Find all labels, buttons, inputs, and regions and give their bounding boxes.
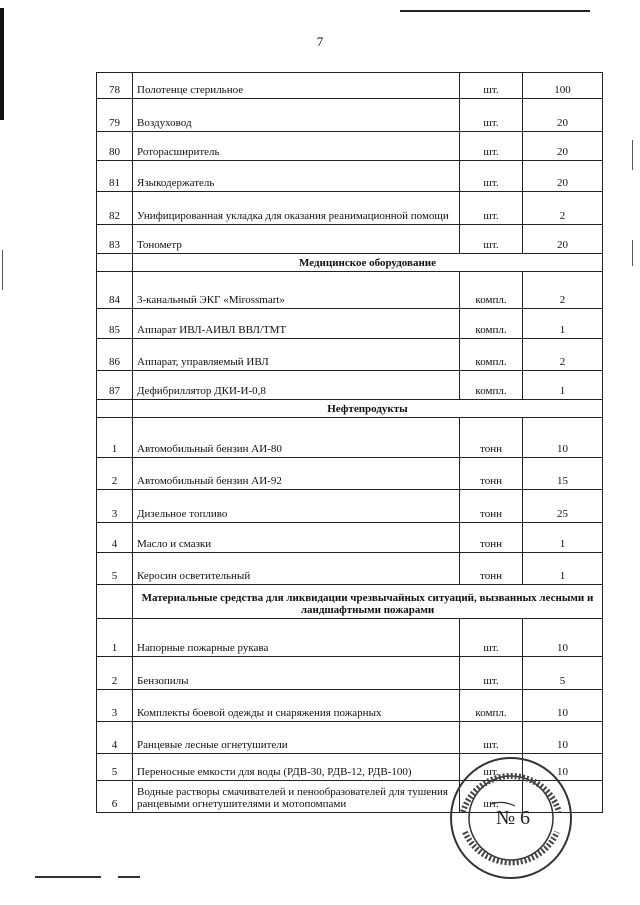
item-name: Напорные пожарные рукава	[133, 619, 460, 657]
table-row	[97, 619, 603, 657]
row-number: 87	[97, 371, 133, 400]
item-quantity: 1	[523, 553, 603, 585]
item-name: Дефибриллятор ДКИ-И-0,8	[133, 371, 460, 400]
item-name: Ранцевые лесные огнетушители	[133, 722, 460, 754]
table-row	[97, 690, 603, 722]
item-unit: шт.	[460, 619, 523, 657]
item-quantity: 20	[523, 99, 603, 132]
item-name: Керосин осветительный	[133, 553, 460, 585]
item-unit: компл.	[460, 690, 523, 722]
scan-edge-mark	[2, 250, 3, 290]
item-quantity: 20	[523, 225, 603, 254]
item-name: Тонометр	[133, 225, 460, 254]
table-row	[97, 73, 603, 99]
section-title: Медицинское оборудование	[133, 254, 603, 272]
item-unit: тонн	[460, 523, 523, 553]
row-number: 2	[97, 657, 133, 690]
item-quantity: 1	[523, 309, 603, 339]
row-number: 81	[97, 161, 133, 192]
section-blank-cell	[97, 254, 133, 272]
item-name: Унифицированная укладка для оказания реанимационной помощи	[133, 192, 460, 225]
row-number: 4	[97, 523, 133, 553]
table-row	[97, 161, 603, 192]
table-row	[97, 523, 603, 553]
table-row	[97, 99, 603, 132]
table-row	[97, 132, 603, 161]
item-unit: шт.	[460, 722, 523, 754]
item-unit: компл.	[460, 272, 523, 309]
section-title: Материальные средства для ликвидации чрезвычайных ситуаций, вызванных лесными и ландшафтными пожарами	[133, 585, 603, 619]
item-quantity: 10	[523, 722, 603, 754]
table-row	[97, 339, 603, 371]
item-unit: шт.	[460, 161, 523, 192]
section-blank-cell	[97, 400, 133, 418]
item-quantity: 20	[523, 161, 603, 192]
item-unit: шт.	[460, 73, 523, 99]
inventory-table	[96, 72, 603, 813]
item-quantity: 15	[523, 458, 603, 490]
item-name: Масло и смазки	[133, 523, 460, 553]
item-name: Воздуховод	[133, 99, 460, 132]
table-row	[97, 192, 603, 225]
row-number: 82	[97, 192, 133, 225]
seal-number: № 6	[495, 807, 531, 829]
item-quantity: 5	[523, 657, 603, 690]
item-quantity: 1	[523, 371, 603, 400]
item-unit: шт.	[460, 192, 523, 225]
item-unit: шт.	[460, 132, 523, 161]
item-name: Бензопилы	[133, 657, 460, 690]
item-quantity: 10	[523, 754, 603, 781]
footer-rule	[35, 876, 101, 878]
item-name: Полотенце стерильное	[133, 73, 460, 99]
row-number: 6	[97, 781, 133, 813]
row-number: 5	[97, 553, 133, 585]
item-quantity: 10	[523, 418, 603, 458]
section-blank-cell	[97, 585, 133, 619]
table-row	[97, 553, 603, 585]
item-unit: тонн	[460, 490, 523, 523]
item-name: Аппарат, управляемый ИВЛ	[133, 339, 460, 371]
scan-edge-mark	[632, 140, 633, 170]
item-unit: шт.	[460, 225, 523, 254]
row-number: 1	[97, 418, 133, 458]
item-name: Водные растворы смачивателей и пенообразователей для тушения ранцевыми огнетушителями и мотопомпами	[133, 781, 460, 813]
item-unit: тонн	[460, 553, 523, 585]
table-row	[97, 458, 603, 490]
footer-rule	[118, 876, 140, 878]
item-name: Автомобильный бензин АИ-92	[133, 458, 460, 490]
row-number: 85	[97, 309, 133, 339]
item-name: Языкодержатель	[133, 161, 460, 192]
item-unit: компл.	[460, 309, 523, 339]
row-number: 84	[97, 272, 133, 309]
item-unit: компл.	[460, 371, 523, 400]
item-quantity: 2	[523, 272, 603, 309]
table-row	[97, 657, 603, 690]
row-number: 3	[97, 490, 133, 523]
page-number: 7	[316, 34, 324, 49]
item-quantity: 2	[523, 192, 603, 225]
table-row	[97, 309, 603, 339]
item-name: Аппарат ИВЛ-АИВЛ ВВЛ/ТМТ	[133, 309, 460, 339]
item-quantity: 20	[523, 132, 603, 161]
item-name: Дизельное топливо	[133, 490, 460, 523]
table-row	[97, 225, 603, 254]
item-quantity: 10	[523, 619, 603, 657]
item-unit: шт.	[460, 657, 523, 690]
official-seal	[443, 754, 583, 882]
item-name: Автомобильный бензин АИ-80	[133, 418, 460, 458]
table-row	[97, 371, 603, 400]
item-unit: тонн	[460, 458, 523, 490]
item-name: Переносные емкости для воды (РДВ-30, РДВ-12, РДВ-100)	[133, 754, 460, 781]
table-row	[97, 272, 603, 309]
item-name: Комплекты боевой одежды и снаряжения пожарных	[133, 690, 460, 722]
item-name: 3-канальный ЭКГ «Mirossmart»	[133, 272, 460, 309]
table-row	[97, 490, 603, 523]
section-row	[97, 254, 603, 272]
scan-edge-mark	[632, 240, 633, 266]
section-row	[97, 400, 603, 418]
item-quantity: 2	[523, 339, 603, 371]
item-quantity: 1	[523, 523, 603, 553]
row-number: 1	[97, 619, 133, 657]
row-number: 78	[97, 73, 133, 99]
table-row	[97, 722, 603, 754]
row-number: 2	[97, 458, 133, 490]
row-number: 80	[97, 132, 133, 161]
scan-edge-mark	[0, 8, 4, 120]
item-name: Роторасширитель	[133, 132, 460, 161]
item-unit: шт.	[460, 754, 523, 781]
row-number: 3	[97, 690, 133, 722]
section-row	[97, 585, 603, 619]
item-quantity: 25	[523, 490, 603, 523]
item-unit: тонн	[460, 418, 523, 458]
section-title: Нефтепродукты	[133, 400, 603, 418]
item-quantity: 100	[523, 73, 603, 99]
header-rule	[400, 10, 590, 12]
table-row	[97, 418, 603, 458]
item-quantity: 10	[523, 690, 603, 722]
row-number: 86	[97, 339, 133, 371]
item-unit: шт.	[460, 781, 523, 813]
item-unit: компл.	[460, 339, 523, 371]
item-unit: шт.	[460, 99, 523, 132]
row-number: 4	[97, 722, 133, 754]
row-number: 79	[97, 99, 133, 132]
row-number: 83	[97, 225, 133, 254]
row-number: 5	[97, 754, 133, 781]
